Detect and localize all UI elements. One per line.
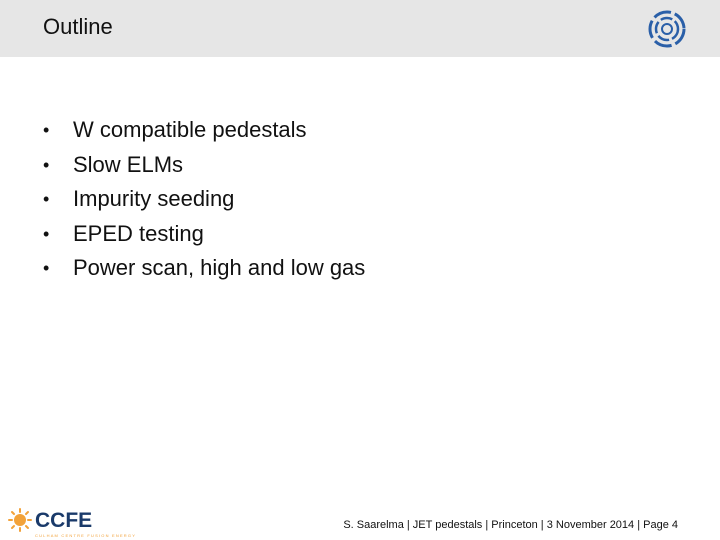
footer-text: S. Saarelma | JET pedestals | Princeton | 3 November 2014 | Page 4 bbox=[343, 519, 678, 531]
bullet-text: W compatible pedestals bbox=[73, 117, 307, 142]
bullet-marker: • bbox=[43, 154, 50, 175]
bullet-marker: • bbox=[43, 120, 50, 140]
ccfe-logo bbox=[6, 504, 137, 540]
bullet-marker: • bbox=[43, 258, 50, 278]
bullet-text: Slow ELMs bbox=[73, 151, 184, 177]
bullet-marker: • bbox=[43, 223, 50, 244]
slide-title: Outline bbox=[43, 14, 113, 39]
bullet-text: Power scan, high and low gas bbox=[73, 255, 366, 280]
ccfe-sun-logo-icon bbox=[9, 509, 31, 531]
bullet-text: EPED testing bbox=[73, 220, 204, 246]
svg-text:CCFE: CCFE bbox=[35, 509, 93, 532]
bullet-marker: • bbox=[43, 189, 50, 209]
circular-torus-logo-icon bbox=[646, 8, 688, 50]
svg-text:CULHAM CENTRE FUSION ENERGY: CULHAM CENTRE FUSION ENERGY bbox=[35, 533, 137, 538]
bullet-text: Impurity seeding bbox=[73, 186, 235, 211]
